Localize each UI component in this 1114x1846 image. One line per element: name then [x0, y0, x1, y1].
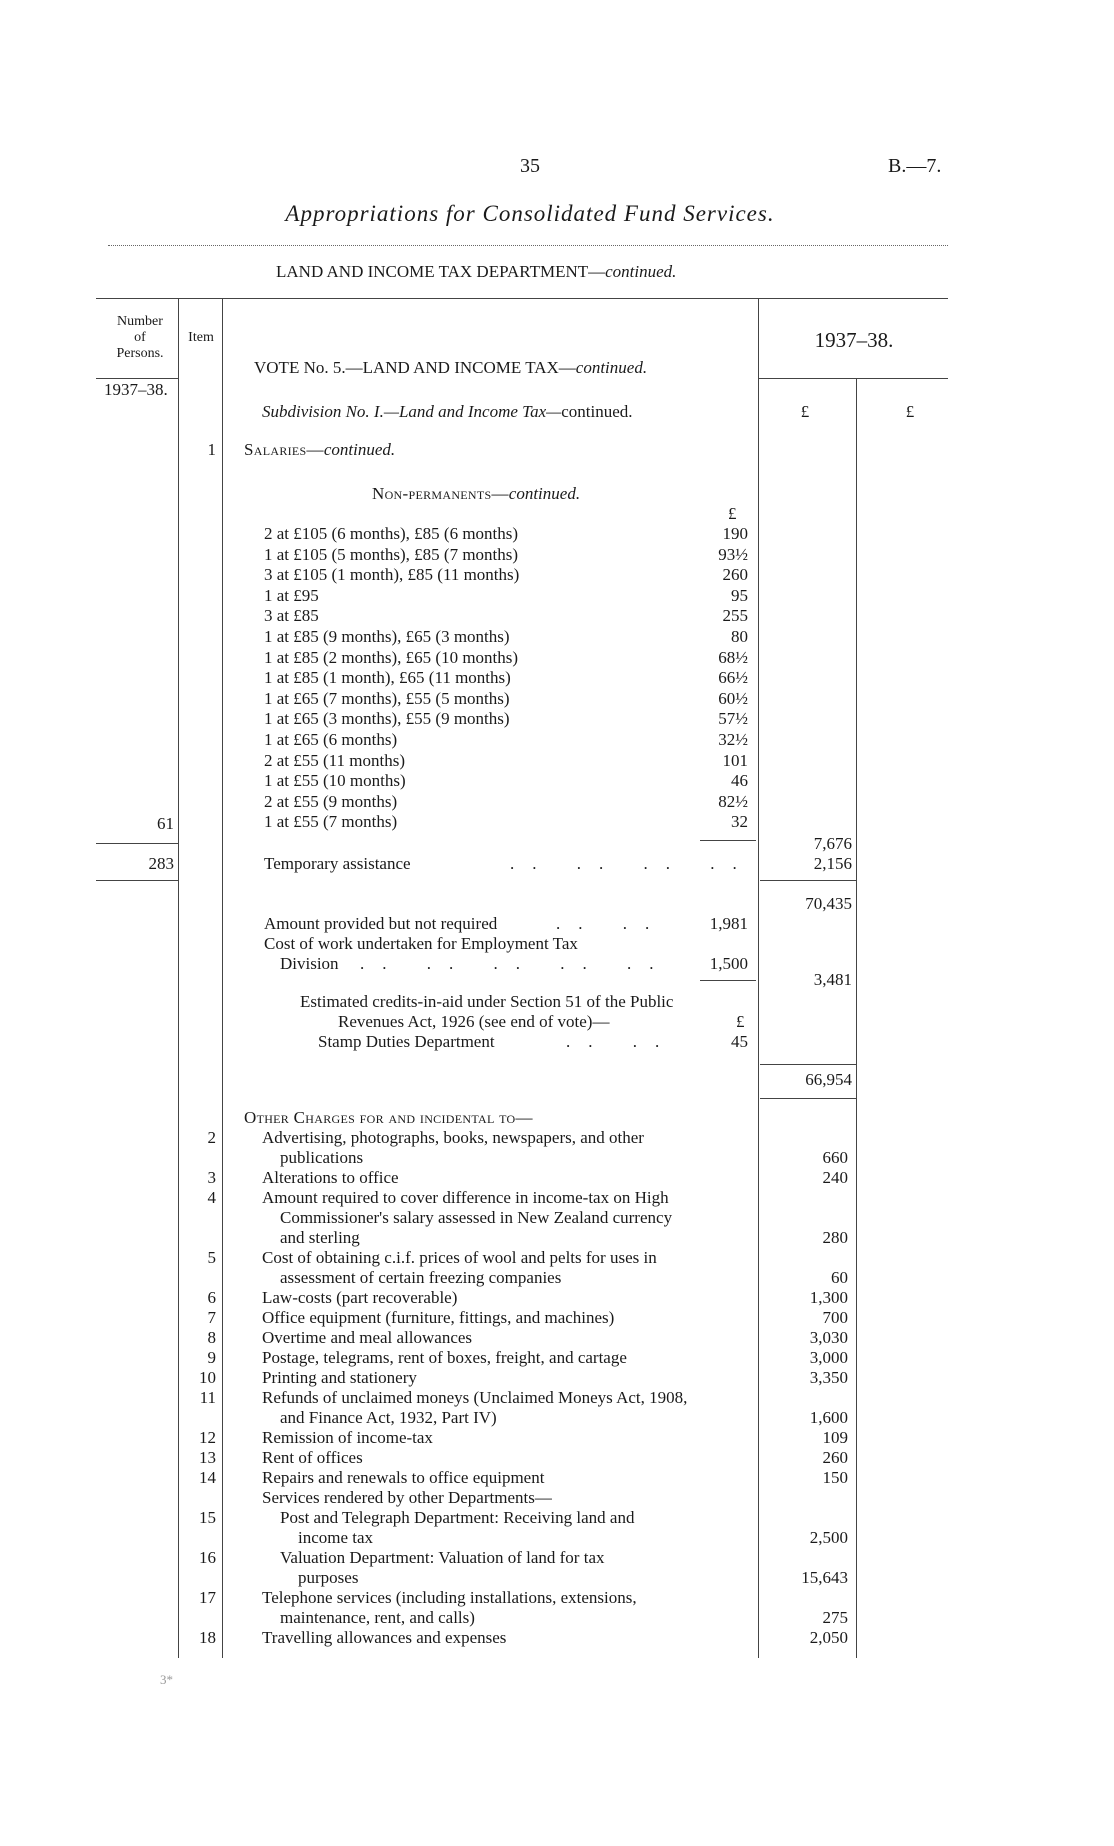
other-charge-text: Postage, telegrams, rent of boxes, freight, and cartage	[262, 1348, 627, 1367]
salaries-pound-label: £	[728, 504, 737, 523]
document-reference: B.—7.	[888, 155, 942, 177]
salary-row-label: 1 at £105 (5 months), £85 (7 months)	[264, 544, 519, 564]
page-title: Appropriations for Consolidated Fund Services.	[285, 201, 775, 226]
persons-header: Number of Persons.	[116, 314, 164, 361]
other-charge-item-number: 3	[207, 1168, 216, 1187]
persons-total: 283	[148, 854, 174, 873]
other-charge-item-number: 17	[199, 1588, 216, 1607]
salary-row-value: 80	[731, 627, 748, 646]
other-charge-item-number: 7	[207, 1308, 216, 1327]
other-charge-amount: 1,600	[809, 1408, 848, 1427]
other-charge-item-number: 5	[207, 1248, 216, 1267]
salary-row-value: 260	[722, 565, 748, 585]
salary-row-value: 66½	[718, 668, 748, 688]
salary-row-label: 1 at £85 (9 months), £65 (3 months)	[264, 627, 510, 646]
net-bottom-rule	[760, 1098, 856, 1099]
credits-line1: Estimated credits-in-aid under Section 51 of the Public	[300, 992, 674, 1011]
salaries-persons-count: 61	[157, 814, 174, 833]
pound-column-1: £	[800, 402, 810, 421]
other-charge-amount: 275	[822, 1608, 848, 1627]
other-charge-item-number: 10	[199, 1368, 216, 1387]
persons-total-rule	[96, 880, 178, 881]
other-charge-item-number: 2	[207, 1128, 216, 1147]
other-charge-amount: 3,030	[809, 1328, 848, 1347]
salary-row-label: 1 at £85 (2 months), £65 (10 months)	[264, 647, 519, 667]
salary-row-value: 190	[722, 524, 748, 543]
other-charge-item-number: 14	[199, 1468, 216, 1487]
other-charge-amount: 60	[831, 1268, 848, 1287]
vote-title: VOTE No. 5.—LAND AND INCOME TAX—continued.	[254, 358, 648, 377]
other-charge-item-number: 8	[207, 1328, 216, 1347]
salary-row-value: 32	[731, 812, 748, 832]
other-charge-amount: 2,500	[809, 1528, 848, 1547]
other-charge-text: Alterations to office	[262, 1168, 399, 1187]
other-charge-amount: 240	[822, 1168, 848, 1187]
salary-row-value: 93½	[718, 544, 748, 564]
other-charge-amount: 660	[822, 1148, 848, 1167]
year-header-rule	[758, 378, 948, 379]
net-top-rule	[760, 1064, 856, 1065]
other-charge-item-number: 13	[199, 1448, 216, 1467]
other-charge-text: and sterling	[280, 1228, 360, 1247]
salaries-subtotal: 7,676	[813, 834, 852, 853]
other-charge-item-number: 18	[199, 1628, 216, 1647]
other-charge-text: Travelling allowances and expenses	[262, 1628, 507, 1647]
other-charge-text: income tax	[298, 1528, 374, 1547]
other-charge-text: Cost of obtaining c.i.f. prices of wool and pelts for uses in	[262, 1248, 657, 1267]
salary-sum-rule	[700, 840, 756, 841]
stamp-duties-label: Stamp Duties Department	[318, 1032, 495, 1051]
salaries-item-number: 1	[207, 440, 216, 459]
salary-row-label: 1 at £85 (1 month), £65 (11 months)	[264, 668, 511, 688]
other-charge-text: Repairs and renewals to office equipment	[262, 1468, 545, 1487]
title-rule	[108, 245, 948, 246]
salary-row-value: 255	[722, 606, 748, 626]
temporary-assistance-leader: .. .. .. ..	[510, 854, 755, 873]
deduction-total: 3,481	[813, 970, 852, 989]
pound-column-2: £	[905, 402, 915, 421]
salary-row-value: 60½	[718, 688, 748, 708]
other-charge-text: Post and Telegraph Department: Receiving land and	[280, 1508, 635, 1527]
salary-row-label: 2 at £55 (11 months)	[264, 750, 406, 770]
other-charge-text: Commissioner's salary assessed in New Zealand currency	[280, 1208, 673, 1227]
salary-row-label: 1 at £65 (7 months), £55 (5 months)	[264, 688, 510, 708]
other-charge-amount: 700	[822, 1308, 848, 1327]
other-charge-text: Valuation Department: Valuation of land for tax	[280, 1548, 605, 1567]
employment-label-line1: Cost of work undertaken for Employment Tax	[264, 934, 578, 953]
credits-pound: £	[736, 1012, 745, 1031]
other-charge-text: maintenance, rent, and calls)	[280, 1608, 475, 1627]
other-charge-text: Remission of income-tax	[262, 1428, 433, 1447]
other-charge-amount: 3,000	[809, 1348, 848, 1367]
salary-row-value: 57½	[718, 709, 748, 729]
other-charge-amount: 15,643	[801, 1568, 848, 1587]
subtotal-rule	[760, 880, 856, 881]
page-number: 35	[520, 155, 540, 177]
other-charge-text: purposes	[298, 1568, 359, 1587]
salaries-heading: Salaries—continued.	[244, 440, 396, 459]
salaries-net-total: 66,954	[805, 1070, 852, 1089]
other-charge-text: Overtime and meal allowances	[262, 1328, 473, 1347]
salary-row-value: 101	[722, 750, 748, 770]
other-charge-item-number: 11	[199, 1388, 216, 1407]
other-charge-text: Advertising, photographs, books, newspapers, and other	[262, 1128, 644, 1147]
other-charge-text: publications	[280, 1148, 364, 1167]
other-charge-amount: 260	[822, 1448, 848, 1467]
item-header: Item	[188, 330, 214, 345]
persons-sum-rule	[96, 843, 178, 844]
not-required-leader: .. ..	[556, 914, 668, 933]
other-charge-item-number: 12	[199, 1428, 216, 1447]
salary-row-value: 32½	[718, 730, 748, 749]
not-required-value: 1,981	[709, 914, 748, 933]
salary-row-label: 1 at £65 (6 months)	[264, 730, 398, 749]
salaries-total: 70,435	[805, 894, 852, 913]
stamp-duties-leader: .. ..	[566, 1032, 678, 1051]
salary-row-label: 1 at £95	[264, 585, 319, 605]
other-charge-text: Amount required to cover difference in income-tax on High	[262, 1188, 669, 1207]
other-charge-text: Law-costs (part recoverable)	[262, 1288, 458, 1307]
salary-row-value: 95	[731, 585, 748, 605]
salary-row-value: 82½	[718, 791, 748, 811]
other-charge-amount: 150	[822, 1468, 848, 1487]
year-header: 1937–38.	[814, 328, 894, 352]
table-top-rule	[96, 298, 948, 299]
employment-value: 1,500	[709, 954, 748, 973]
salary-row-label: 3 at £85	[264, 606, 319, 626]
other-charges-heading: Other Charges for and incidental to—	[244, 1108, 533, 1127]
salary-row-label: 3 at £105 (1 month), £85 (11 months)	[264, 565, 520, 585]
stamp-duties-value: 45	[731, 1032, 748, 1051]
employment-leader: .. .. .. .. ..	[360, 954, 672, 973]
salary-row-label: 1 at £55 (7 months)	[264, 812, 398, 832]
deduction-rule	[700, 980, 756, 981]
other-charge-item-number: 16	[199, 1548, 216, 1567]
non-permanents-heading: Non-permanents—continued.	[372, 484, 581, 503]
other-charge-amount: 1,300	[809, 1288, 848, 1307]
item-column-divider	[222, 298, 223, 1658]
other-charge-text: Printing and stationery	[262, 1368, 417, 1387]
salary-row-label: 1 at £55 (10 months)	[264, 771, 406, 791]
other-charge-text: Refunds of unclaimed moneys (Unclaimed Moneys Act, 1908,	[262, 1388, 688, 1407]
other-charge-text: Office equipment (furniture, fittings, and machines)	[262, 1308, 615, 1327]
other-charge-amount: 280	[822, 1228, 848, 1247]
other-charge-text: Rent of offices	[262, 1448, 363, 1467]
other-charge-amount: 2,050	[809, 1628, 848, 1647]
temporary-assistance-value: 2,156	[813, 854, 852, 873]
subdivision-title: Subdivision No. I.—Land and Income Tax—continued.	[262, 402, 633, 421]
other-charge-text: Telephone services (including installations, extensions,	[262, 1588, 637, 1607]
other-charge-amount: 3,350	[809, 1368, 848, 1387]
amount-column-divider	[758, 298, 759, 1658]
not-required-label: Amount provided but not required	[264, 914, 498, 933]
other-charge-item-number: 4	[207, 1188, 216, 1207]
persons-header-rule	[96, 378, 178, 379]
salary-row-label: 1 at £65 (3 months), £55 (9 months)	[264, 709, 510, 729]
salary-row-label: 2 at £105 (6 months), £85 (6 months)	[264, 524, 519, 543]
salary-row-label: 2 at £55 (9 months)	[264, 791, 398, 811]
salary-row-value: 68½	[718, 647, 748, 667]
other-charge-item-number: 6	[207, 1288, 216, 1307]
other-charge-item-number: 9	[207, 1348, 216, 1367]
other-charge-text: Services rendered by other Departments—	[262, 1488, 552, 1507]
persons-column-divider	[178, 298, 179, 1658]
other-charge-text: assessment of certain freezing companies	[280, 1268, 562, 1287]
salary-row-value: 46	[731, 771, 748, 791]
department-heading: LAND AND INCOME TAX DEPARTMENT—continued.	[276, 262, 677, 281]
footer-mark: 3*	[160, 1672, 173, 1687]
employment-label-line2: Division	[280, 954, 339, 973]
other-charge-text: and Finance Act, 1932, Part IV)	[280, 1408, 497, 1427]
other-charge-amount: 109	[822, 1428, 848, 1447]
total-column-divider	[856, 378, 857, 1658]
persons-year-label: 1937–38.	[104, 380, 168, 399]
other-charge-item-number: 15	[199, 1508, 216, 1527]
credits-line2: Revenues Act, 1926 (see end of vote)—	[338, 1012, 610, 1031]
temporary-assistance-label: Temporary assistance	[264, 854, 411, 873]
